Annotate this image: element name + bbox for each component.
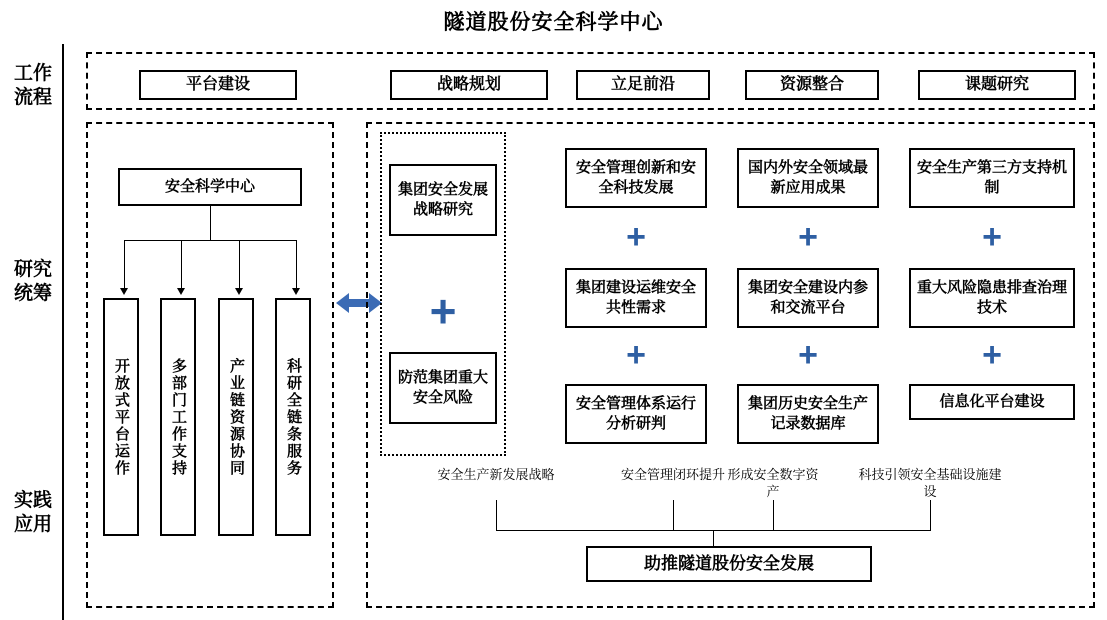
platform-child-open-platform[interactable]: 开放式平台运作 [103,298,139,536]
note-strategy: 安全生产新发展战略 [437,467,555,482]
resource-item-2[interactable]: 集团安全建设内参和交流平台 [737,268,879,328]
flow-step-platform-construction[interactable]: 平台建设 [139,70,297,100]
page-title: 隧道股份安全科学中心 [443,11,664,34]
frontier-plus-icon-1: + [626,218,646,256]
row-label-workflow: 工作 流程 [13,63,52,108]
outcome-box[interactable]: 助推隧道股份安全发展 [586,546,872,582]
row-label-research: 研究 统筹 [13,259,52,304]
row-label-practice: 实践 应用 [13,490,52,535]
tree-arrow-2 [177,288,185,295]
funnel-stem-4 [930,500,931,530]
strategy-item-1[interactable]: 集团安全发展战略研究 [389,164,497,236]
funnel-stem-1 [496,500,497,530]
strategy-plus-icon: + [429,285,457,337]
tree-branch-4 [296,240,297,288]
funnel-stem-3 [773,500,774,530]
topic-item-1[interactable]: 安全生产第三方支持机制 [909,148,1075,208]
tree-branch-1 [124,240,125,288]
note-frontier: 安全管理闭环提升 [621,467,726,482]
frontier-item-2[interactable]: 集团建设运维安全共性需求 [565,268,707,328]
resource-plus-icon-2: + [798,336,818,374]
left-axis-divider [62,44,64,620]
platform-child-multi-department[interactable]: 多部门工作支持 [160,298,196,536]
note-resource: 形成安全数字资产 [727,467,819,499]
topic-plus-icon-2: + [982,336,1002,374]
tree-branch-3 [239,240,240,288]
funnel-drop [713,530,714,546]
funnel-stem-2 [673,500,674,530]
flow-step-frontier[interactable]: 立足前沿 [576,70,710,100]
flow-step-topic-research[interactable]: 课题研究 [918,70,1076,100]
platform-child-research-service[interactable]: 科研全链条服务 [275,298,311,536]
topic-item-2[interactable]: 重大风险隐患排查治理技术 [909,268,1075,328]
tree-stem [210,206,211,240]
platform-root-box[interactable]: 安全科学中心 [118,168,302,206]
strategy-item-2[interactable]: 防范集团重大安全风险 [389,352,497,424]
flow-step-resource-integration[interactable]: 资源整合 [745,70,879,100]
flow-step-strategic-planning[interactable]: 战略规划 [390,70,548,100]
frontier-item-3[interactable]: 安全管理体系运行分析研判 [565,384,707,444]
tree-branch-2 [181,240,182,288]
topic-item-3[interactable]: 信息化平台建设 [909,384,1075,420]
tree-arrow-4 [292,288,300,295]
frontier-plus-icon-2: + [626,336,646,374]
tree-arrow-3 [235,288,243,295]
tree-bus [124,240,296,241]
note-topic: 科技引领安全基础设施建设 [858,467,1002,499]
frontier-item-1[interactable]: 安全管理创新和安全科技发展 [565,148,707,208]
resource-item-1[interactable]: 国内外安全领域最新应用成果 [737,148,879,208]
platform-child-industry-chain[interactable]: 产业链资源协同 [218,298,254,536]
resource-item-3[interactable]: 集团历史安全生产记录数据库 [737,384,879,444]
tree-arrow-1 [120,288,128,295]
topic-plus-icon-1: + [982,218,1002,256]
resource-plus-icon-1: + [798,218,818,256]
